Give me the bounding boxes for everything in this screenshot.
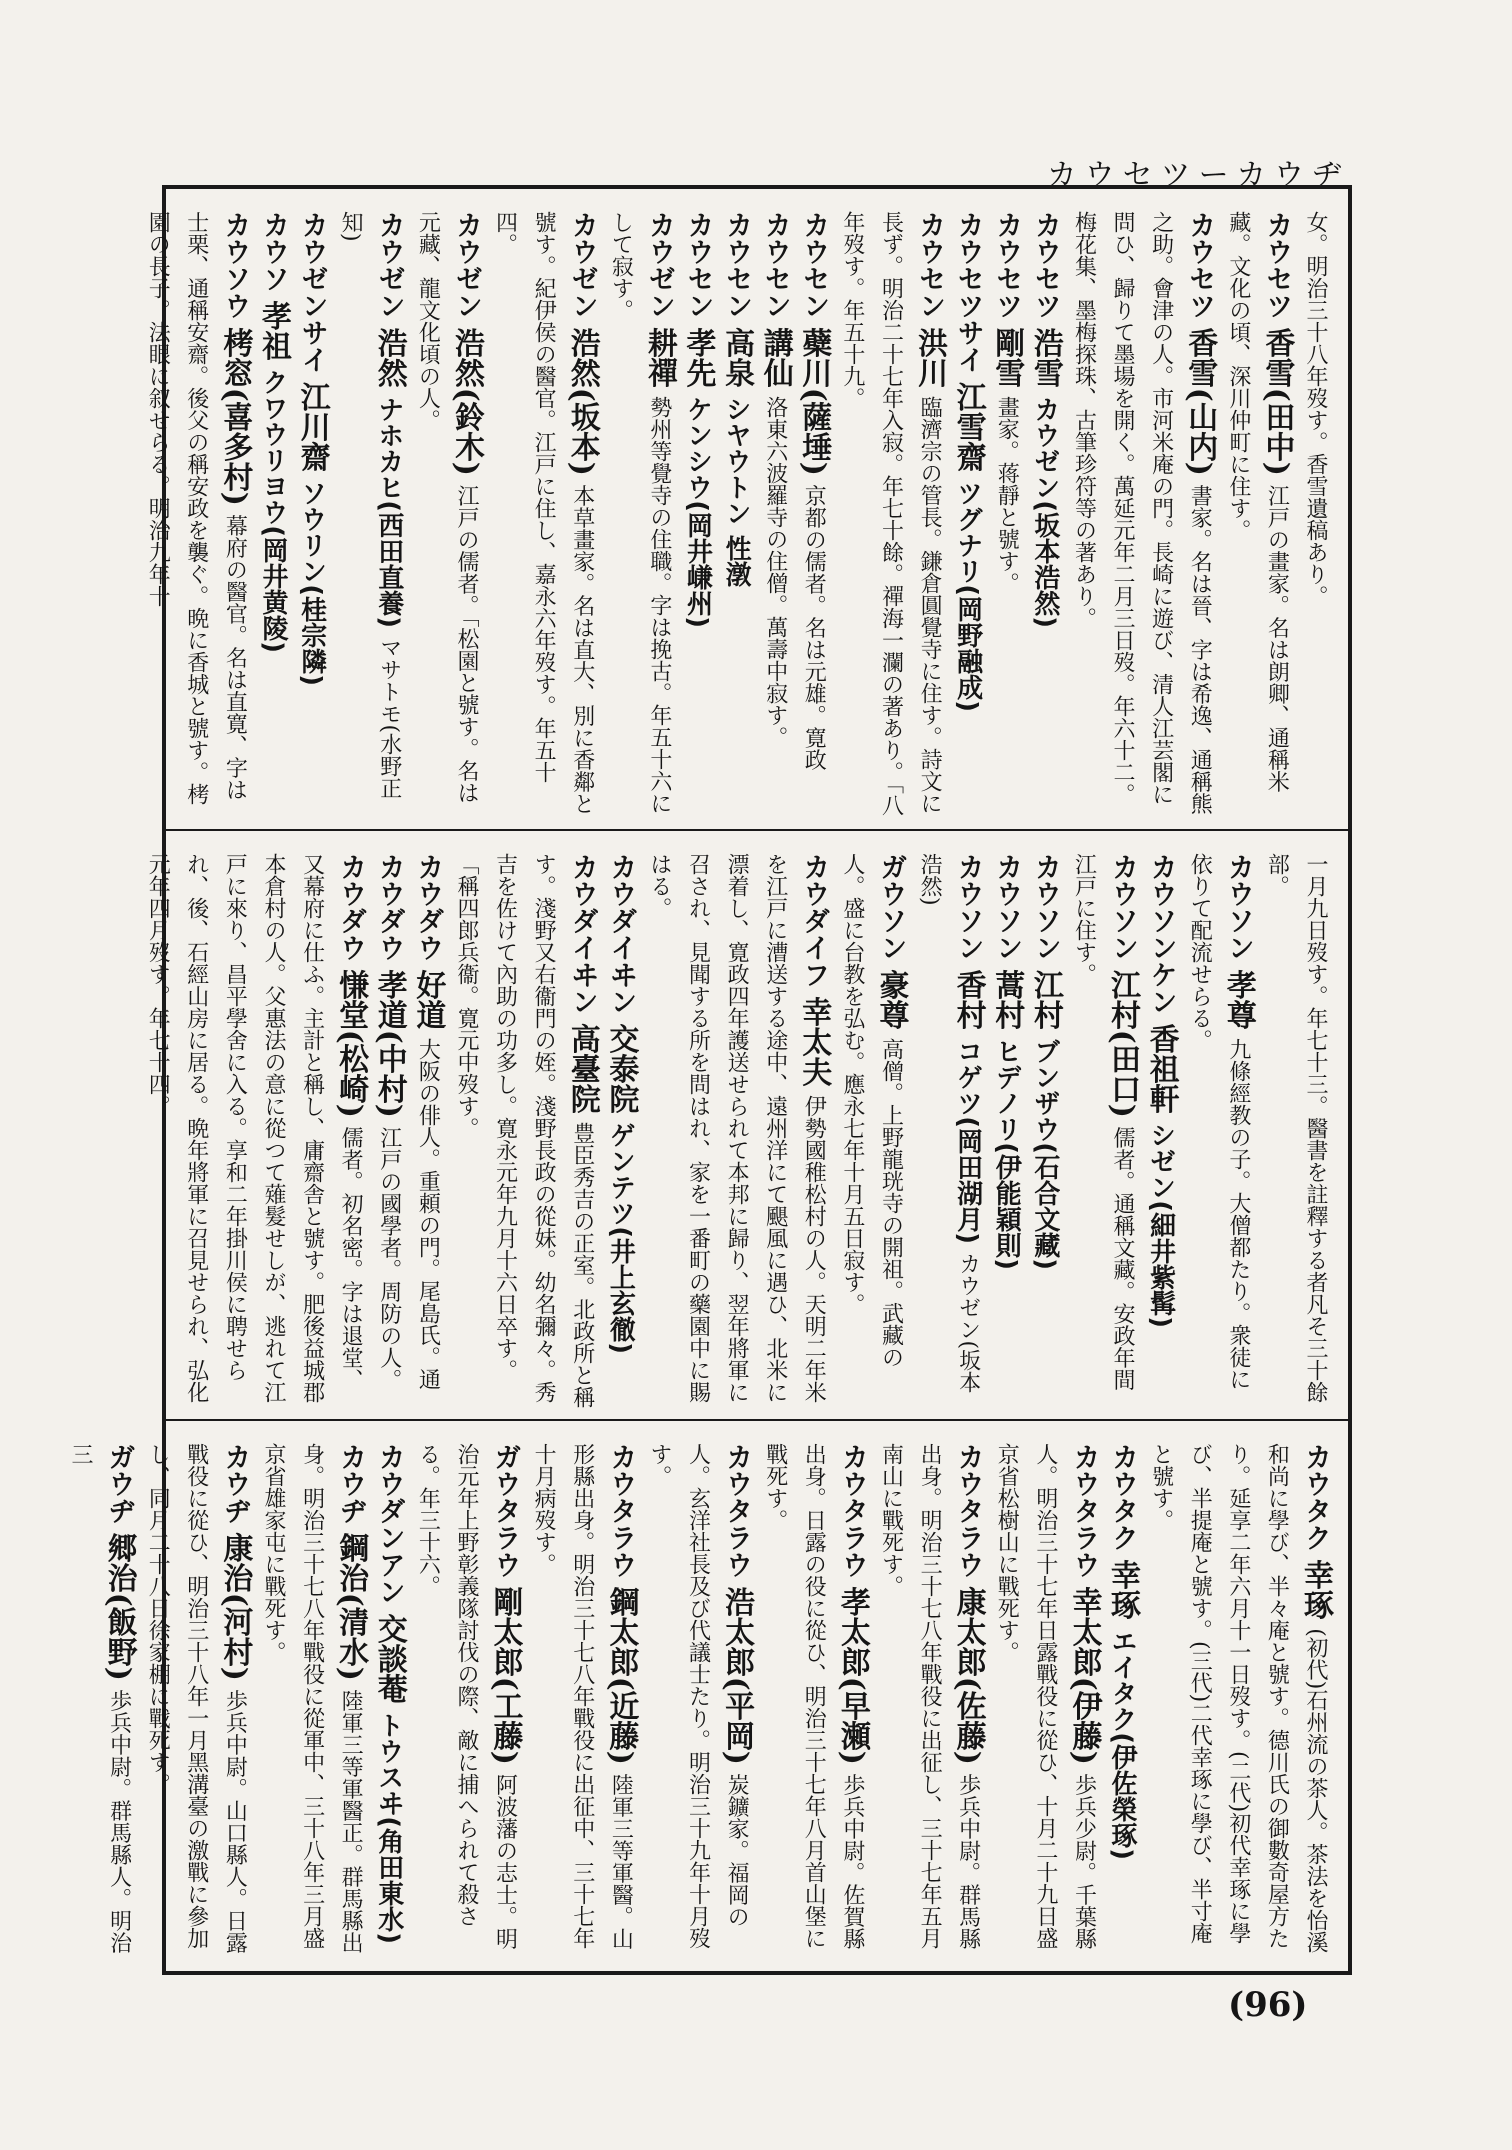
entry-reading: カウセツ	[1029, 211, 1061, 319]
entry-reading: カウセン	[759, 211, 791, 319]
entry-reference: ゲンテツ(井上玄徹)	[605, 1122, 636, 1354]
entry-reading: カウセツ	[991, 211, 1023, 319]
dictionary-entry	[987, 853, 1026, 1411]
dictionary-entry	[755, 211, 794, 819]
entry-headword: 香雪(山内)	[1182, 327, 1218, 476]
entry-text: 陸軍三等軍醫正。群馬縣出身。明治三十七八年戰役に從軍中、三十八年三月盛京省雄家屯に戰死す。	[260, 1443, 364, 1954]
entry-reading: カウタラウ	[1068, 1443, 1100, 1578]
entry-headword: 香雪(田中)	[1259, 327, 1295, 476]
entry-reading: カウダイフ	[798, 853, 830, 988]
dictionary-entry	[408, 1443, 524, 1963]
dictionary-entry	[524, 1443, 640, 1963]
entry-headword: 蘗川(薩埵)	[796, 327, 832, 476]
entry-text: 九條經教の子。大僧都たり。衆徒に依りて配流せらる。	[1187, 853, 1251, 1391]
entry-text: 高僧。上野龍珖寺の開祖。武藏の人。盛に台教を弘む。應永七年十月五日寂す。	[839, 853, 904, 1369]
entry-text: 幕府の醫官。名は直寛、字は士栗、通稱安齋。後父の稱安政を襲ぐ。晩に香城と號す。栲園の長子。法眼に叙せらる。明治九年十	[145, 211, 248, 805]
entry-reading: カウソン	[1222, 853, 1254, 961]
entry-reference: カウゼン(坂本浩然)	[1029, 396, 1060, 628]
entry-headword: 江村	[1027, 969, 1063, 1030]
entry-text: (初代)石州流の茶人。茶法を怡溪和尚に學び、半々庵と號す。德川氏の御數奇屋方たり。延享二年六月十一日歿す。(二代)初代幸琢に學び、半提庵と號す。(三代)二代幸琢に學び、半寸庵と號す。	[1148, 1443, 1328, 1954]
entry-headword: 鋼太郎(近藤)	[603, 1586, 639, 1765]
entry-reference: トウスヰ(角田東水)	[373, 1712, 404, 1944]
dictionary-entry	[292, 211, 331, 819]
entry-reading: ガウソン	[875, 853, 907, 961]
entry-reference: ヒデノリ(伊能穎則)	[991, 1038, 1022, 1270]
entry-reading: ガウタラウ	[489, 1443, 521, 1578]
entry-text: 歩兵中尉。群馬縣出身。明治三十七八年戰役に出征し、三十七年五月南山に戰死す。	[878, 1443, 981, 1950]
entry-reading: カウダンアン	[373, 1443, 405, 1605]
entry-headword: 耕禪	[641, 327, 677, 388]
entry-reading: カウセン	[798, 211, 830, 319]
entry-text: 儒者。通稱文藏。安政年間江戸に住す。	[1071, 853, 1136, 1391]
entry-headword: 好道	[410, 969, 446, 1030]
dictionary-frame	[68, 185, 1352, 1975]
dictionary-entry	[678, 211, 717, 819]
dictionary-entry	[138, 211, 254, 819]
entry-reference: ブンザウ(石合文藏)	[1029, 1038, 1060, 1270]
tier-middle	[145, 829, 1348, 1421]
entry-headword: 浩太郎(平岡)	[719, 1586, 755, 1765]
entry-headword: 蒿村	[989, 969, 1025, 1030]
entry-reading: カウダイヰン	[566, 853, 598, 1015]
entry-headword: 江川齋	[294, 381, 330, 472]
dictionary-entry	[1064, 211, 1218, 819]
entry-reading: ガウヂ	[103, 1443, 135, 1524]
entry-headword: 香祖軒	[1143, 1023, 1179, 1114]
dictionary-entry	[832, 853, 909, 1411]
entry-headword: 洪川	[912, 327, 948, 388]
entry-reading: カウセン	[914, 211, 946, 319]
entry-text: 書家。名は晉、字は希逸、通稱熊之助。會津の人。市河米庵の門。長崎に遊び、清人江芸閣に問ひ、歸りて墨場を開く。萬延元年二月三日歿。年六十二。梅花集、墨梅探珠、古筆珍符等の著あり。	[1071, 211, 1213, 815]
dictionary-entry	[60, 1443, 137, 1963]
entry-headword: 慊堂(松崎)	[333, 969, 369, 1118]
dictionary-entry	[639, 853, 832, 1411]
entry-reference: ケンシウ(岡井嵰州)	[682, 396, 713, 628]
entry-headword: 幸太郎(伊藤)	[1066, 1586, 1102, 1765]
entry-headword: 孝尊	[1220, 969, 1256, 1030]
entry-headword: 幸太夫	[796, 996, 832, 1087]
dictionary-entry	[948, 211, 987, 819]
dictionary-entry	[601, 853, 640, 1411]
entry-text: 陸軍三等軍醫。山形縣出身。明治三十七八年戰役に出征中、三十七年十月病歿す。	[531, 1443, 634, 1950]
entry-headword: 高臺院	[564, 1023, 600, 1114]
entry-reference: エイタク(伊佐榮琢)	[1107, 1628, 1138, 1860]
entry-text: 畫家。蒋靜と號す。	[994, 396, 1020, 595]
entry-headword: 江雪齋	[950, 381, 986, 472]
dictionary-entry	[909, 853, 986, 1411]
entry-text: 江戸の國學者。周防の人。	[376, 1126, 402, 1391]
dictionary-entry	[871, 1443, 987, 1963]
entry-text: 大阪の俳人。重頼の門。尾島氏。通	[415, 1038, 441, 1391]
entry-reading: カウソン	[991, 853, 1023, 961]
entry-text: 女。明治三十八年歿す。香雪遺稿あり。	[1303, 211, 1328, 607]
page-number: (96)	[1228, 1985, 1308, 2025]
dictionary-entry	[408, 211, 485, 819]
entry-reading: カウヂ	[335, 1443, 367, 1524]
entry-reading: カウゼン	[373, 211, 405, 319]
entry-reading: カウセツ	[1261, 211, 1293, 319]
dictionary-entry	[639, 1443, 755, 1963]
entry-headword: 浩然(坂本)	[564, 327, 600, 476]
entry-reference: クワウリヨウ(岡井黄陵)	[257, 369, 288, 653]
dictionary-entry	[485, 211, 601, 819]
entry-reference: ツグナリ(岡野融成)	[952, 480, 983, 712]
entry-reference: コゲツ(岡田湖月)	[952, 1038, 983, 1244]
entry-reading: カウゼン	[566, 211, 598, 319]
dictionary-entry	[987, 1443, 1103, 1963]
entry-text: 京都の儒者。名は元雄。寛政	[801, 484, 827, 771]
dictionary-entry	[1141, 853, 1180, 1411]
entry-reading: カウゼンサイ	[296, 211, 328, 373]
dictionary-entry	[832, 211, 948, 819]
entry-reading: カウダウ	[412, 853, 444, 961]
dictionary-entry	[369, 1443, 408, 1963]
entry-reading: カウセン	[682, 211, 714, 319]
dictionary-entry	[253, 1443, 369, 1963]
entry-reading: カウソウ	[219, 211, 251, 319]
entry-reading: カウタラウ	[952, 1443, 984, 1578]
dictionary-entry	[408, 853, 447, 1411]
entry-reading: カウソン	[1107, 853, 1139, 961]
entry-headword: 孝祖	[255, 300, 291, 361]
entry-reference: シヤウトン 性潡	[721, 396, 752, 588]
entry-headword: 交泰院	[603, 1023, 639, 1114]
entry-reading: カウタラウ	[605, 1443, 637, 1578]
dictionary-entry	[1064, 853, 1141, 1411]
dictionary-entry	[601, 211, 678, 819]
dictionary-entry	[1218, 211, 1295, 819]
entry-reading: カウダウ	[373, 853, 405, 961]
entry-reading: カウソン	[952, 853, 984, 961]
entry-reading: カウセン	[721, 211, 753, 319]
dictionary-entry	[1102, 1443, 1141, 1963]
entry-reading: カウソ	[257, 211, 289, 292]
entry-text: 儒者。初名密。字は退堂、又幕府に仕ふ。主計と稱し、庸齋舎と號す。肥後益城郡本倉村の人。父惠法の意に從つて薙髮せしが、逃れて江戸に來り、昌平學舍に入る。享和二年掛川侯に聘せられ、後、石經山房に居る。晩年將軍に召見せられ、弘化元年四月歿す。年七十四。	[145, 853, 364, 1403]
dictionary-entry	[1141, 1443, 1334, 1963]
entry-text: 一月九日歿す。年七十三。醫書を註釋する者凡そ三十餘部。	[1264, 853, 1328, 1403]
dictionary-entry	[369, 853, 408, 1411]
dictionary-entry	[253, 211, 292, 819]
entry-headword: 剛太郎(工藤)	[487, 1586, 523, 1765]
dictionary-entry	[1025, 853, 1064, 1411]
entry-reference: シゼン(細井紫髯)	[1145, 1122, 1176, 1328]
entry-text: 勢州等覺寺の住職。字は挽古。年五十六にして寂す。	[608, 211, 672, 815]
entry-reading: カウセツ	[1184, 211, 1216, 319]
entry-headword: 孝先	[680, 327, 716, 388]
entry-headword: 郷治(飯野)	[101, 1532, 137, 1681]
dictionary-entry	[1180, 853, 1257, 1411]
entry-headword: 豪尊	[873, 969, 909, 1030]
entry-reading: カウタラウ	[721, 1443, 753, 1578]
entry-reading: カウソン	[1029, 853, 1061, 961]
entry-text: 歩兵中尉。山口縣人。日露戰役に從ひ、明治三十八年一月黑溝臺の激戰に參加し、同月二十八日徐家棚に戰死す。	[145, 1443, 248, 1954]
entry-headword: 剛雪	[989, 327, 1025, 388]
entry-headword: 孝道(中村)	[371, 969, 407, 1118]
entry-text: 歩兵中尉。佐賀縣出身。日露の役に從ひ、明治三十七年八月首山堡に戰死す。	[762, 1443, 865, 1950]
entry-reading: カウヂ	[219, 1443, 251, 1524]
entry-reading: カウソンケン	[1145, 853, 1177, 1015]
entry-headword: 康太郎(佐藤)	[950, 1586, 986, 1765]
dictionary-entry	[717, 211, 756, 819]
entry-text: 豊臣秀吉の正室。北政所と稱す。淺野又右衞門の姪。淺野長政の從妹。幼名彌々。秀吉を佐けて內助の功多し。寛永元年九月十六日卒す。「稱四郎兵衞。寛元中歿す。	[453, 853, 595, 1409]
tier-bottom-entries	[68, 1421, 1348, 1973]
entry-headword: 高泉	[719, 327, 755, 388]
entry-headword: 浩雪	[1027, 327, 1063, 388]
entry-headword: 孝太郎(早瀬)	[834, 1586, 870, 1765]
entry-headword: 幸琢	[1105, 1559, 1141, 1620]
dictionary-entry	[331, 211, 408, 819]
dictionary-entry	[1257, 853, 1334, 1411]
entry-headword: 鋼治(清水)	[333, 1532, 369, 1681]
dictionary-entry	[138, 853, 370, 1411]
entry-reading: カウゼン	[643, 211, 675, 319]
dictionary-entry	[1025, 211, 1064, 819]
entry-headword: 栲窓(喜多村)	[217, 327, 253, 506]
entry-text: 阿波藩の志士。明治元年上野彰義隊討伐の際、敵に捕へられて殺さる。年三十六。	[415, 1443, 518, 1950]
entry-headword: 交談菴	[371, 1613, 407, 1704]
dictionary-entry	[138, 1443, 254, 1963]
entry-reading: カウダイヰン	[605, 853, 637, 1015]
entry-text: 江戸の儒者。「松園と號す。名は元藏、龍文化頃の人。	[415, 211, 479, 804]
running-head: カウセツーカウヂ	[1046, 158, 1350, 193]
dictionary-entry	[446, 853, 600, 1411]
dictionary-entry	[794, 211, 833, 819]
entry-text: 伊勢國稚松村の人。天明二年米を江戸に漕送する途中、遠州洋にて颶風に遇ひ、北米に漂着し、寛政四年護送せられて本邦に歸り、翌年將軍に召され、見聞する所を問はれ、家を一番町の藥園中に賜はる。	[646, 853, 827, 1404]
dictionary-entry	[987, 211, 1026, 819]
dictionary-entry	[1295, 211, 1334, 819]
entry-text: 歩兵中尉。群馬縣人。明治三	[68, 1443, 132, 1954]
entry-headword: 講仙	[757, 327, 793, 388]
entry-text: マサトモ(水野正知)	[338, 211, 402, 800]
tier-top	[145, 189, 1348, 829]
entry-text: 歩兵少尉。千葉縣人。明治三十七年日露戰役に從ひ、十月二十九日盛京省松樹山に戰死す。	[994, 1443, 1097, 1950]
entry-text: 炭鑛家。福岡の人。玄洋社長及び代議士たり。明治三十九年十月歿す。	[646, 1443, 750, 1949]
dictionary-entry	[755, 1443, 871, 1963]
entry-reading: カウゼン	[450, 211, 482, 319]
tier-bottom	[68, 1419, 1348, 1973]
entry-headword: 香村	[950, 969, 986, 1030]
entry-headword: 江村(田口)	[1105, 969, 1141, 1118]
entry-reference: ソウリン(桂宗隣)	[296, 480, 327, 686]
entry-headword: 浩然	[371, 327, 407, 388]
entry-reference: ナホカヒ(西田直養)	[373, 396, 404, 628]
tier-top-entries	[145, 189, 1348, 829]
tier-middle-entries	[145, 831, 1348, 1421]
entry-text: カウゼン(坂本浩然)	[917, 853, 981, 1394]
entry-text: 洛東六波羅寺の住僧。萬壽中寂す。	[762, 396, 788, 749]
entry-text: 江戸の畫家。名は朗卿、通稱米藏。文化の頃、深川仲町に住す。	[1225, 211, 1290, 793]
entry-headword: 幸琢	[1298, 1559, 1333, 1620]
entry-reading: カウダウ	[335, 853, 367, 961]
entry-headword: 康治(河村)	[217, 1532, 253, 1681]
entry-reading: カウタラウ	[836, 1443, 868, 1578]
entry-headword: 浩然(鈴木)	[448, 327, 484, 476]
entry-text: 本草畫家。名は直大、別に香鄰と號す。紀伊侯の醫官。江戸に住し、嘉永六年歿す。年五十四。	[492, 211, 595, 815]
entry-reading: カウセツサイ	[952, 211, 984, 373]
entry-reading: カウタク	[1300, 1443, 1331, 1551]
entry-text: 臨濟宗の管長。鎌倉圓覺寺に住す。詩文に長ず。明治二十七年入寂。年七十餘。禪海一瀾の著あり。「八年歿す。年五十九。	[839, 211, 943, 816]
entry-reading: カウタク	[1107, 1443, 1139, 1551]
